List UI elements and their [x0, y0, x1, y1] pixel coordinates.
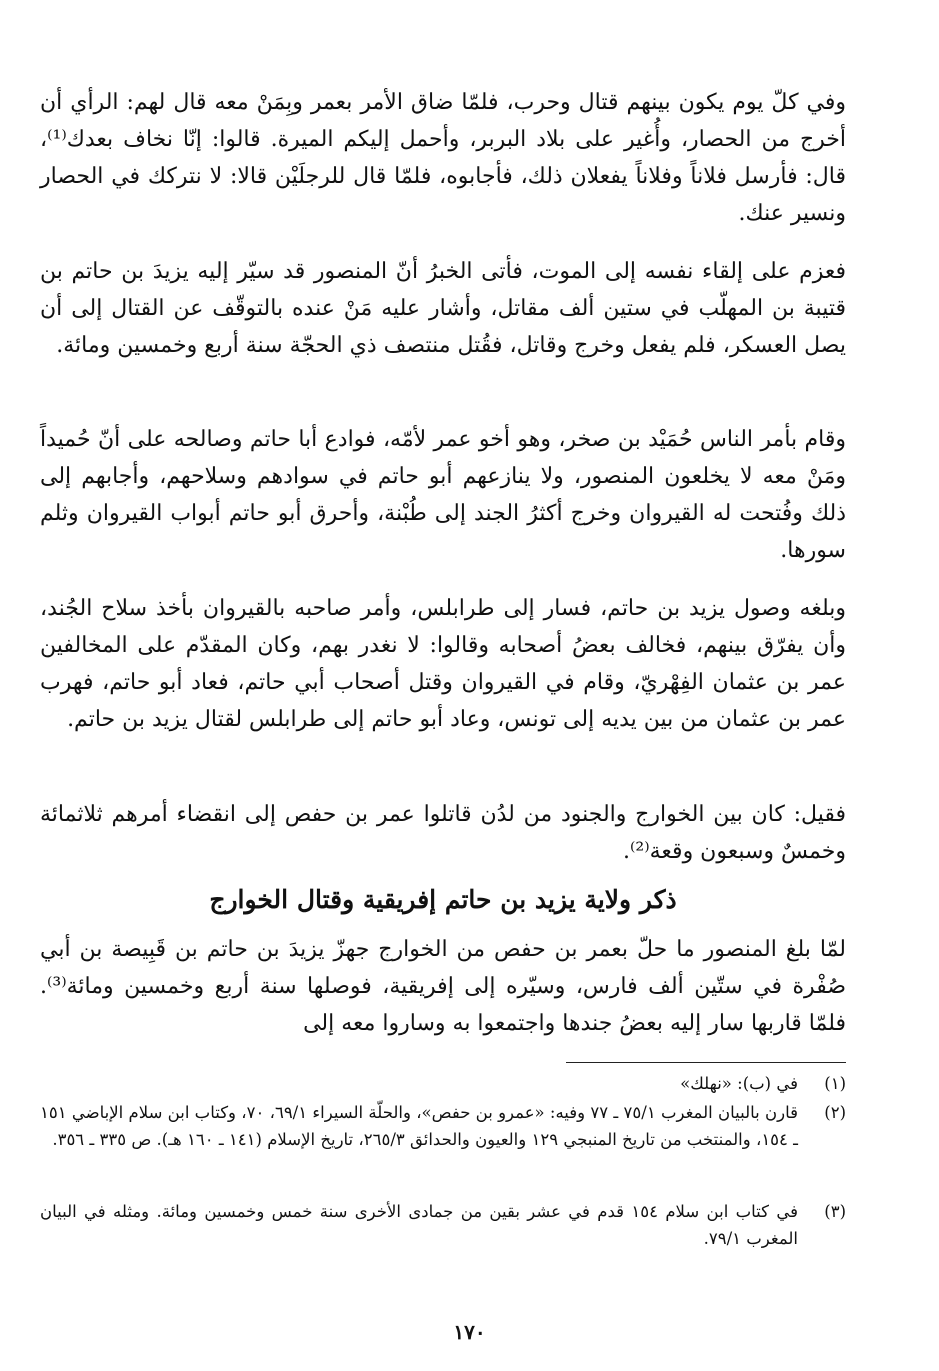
footnote-number: (٣) — [824, 1202, 846, 1221]
footnote — [40, 1198, 846, 1252]
footnote-text: قارن بالبيان المغرب ٧٥/١ ـ ٧٧ وفيه: «عمرو بن حفص»، والحلّة السيراء ٦٩/١، ٧٠، وكتاب ابن سلام الإباضي ١٥١ ـ ١٥٤، والمنتخب من تاريخ المنبجي ١٢٩ والعيون والحدائق ٢٦٥/٣، تاريخ الإسلام (١٤١ ـ ١٦٠ هـ). ص ٣٣٥ ـ ٣٥٦. — [40, 1103, 798, 1149]
footnote — [40, 1099, 846, 1153]
footnote-number: (١) — [824, 1074, 846, 1093]
footnote-text: في (ب): «نهلك» — [680, 1074, 798, 1093]
body-paragraph: فقيل: كان بين الخوارج والجنود من لدُن قاتلوا عمر بن حفص إلى انقضاء أمرهم ثلاثمائة وخمسٌ وسبعون وقعة⁽²⁾. — [40, 802, 846, 864]
footnote-text: في كتاب ابن سلام ١٥٤ قدم في عشر بقين من جمادى الأخرى سنة خمس وخمسين ومائة. ومثله في البيان المغرب ٧٩/١. — [40, 1202, 799, 1248]
body-paragraph: وبلغه وصول يزيد بن حاتم، فسار إلى طرابلس، وأمر صاحبه بالقيروان بأخذ سلاح الجُند، وأن يفرّق بينهم، فخالف بعضُ أصحابه وقالوا: لا نغدر بهم، وكان المقدّم على المخالفين عمر بن عثمان الفِهْريّ، وقام في القيروان وقتل أصحاب أبي حاتم، فعاد أبو حاتم، فهرب عمر بن عثمان من بين يديه إلى تونس، وعاد أبو حاتم إلى طرابلس لقتال يزيد بن حاتم. — [40, 596, 846, 732]
footnote-divider — [566, 1062, 846, 1063]
body-paragraph: فعزم على إلقاء نفسه إلى الموت، فأتى الخبرُ أنّ المنصور قد سيّر إليه يزيدَ بن حاتم بن قتيبة بن المهلّب في ستين ألف مقاتل، وأشار عليه مَنْ عنده بالتوقّف عن القتال إلى أن يصل العسكر، فلم يفعل وخرج وقاتل، فقُتل منتصف ذي الحجّة سنة أربع وخمسين ومائة. — [40, 259, 846, 358]
page-number: ١٧٠ — [453, 1320, 486, 1344]
section-heading: ذكر ولاية يزيد بن حاتم إفريقية وقتال الخوارج — [209, 885, 677, 914]
body-paragraph: وقام بأمر الناس حُمَيْد بن صخر، وهو أخو عمر لأمّه، فوادع أبا حاتم وصالحه على أنّ حُميداً ومَنْ معه لا يخلعون المنصور، ولا ينازعهم أبو حاتم في سوادهم وسلاحهم، وأجابهم إلى ذلك وفُتحت له القيروان وخرج أكثرُ الجند إلى طُبْنة، وأحرق أبو حاتم أبواب القيروان وثلم سورها. — [40, 427, 846, 563]
footnote-number: (٢) — [824, 1103, 846, 1122]
footnote — [40, 1070, 846, 1097]
section-paragraph: لمّا بلغ المنصور ما حلّ بعمر بن حفص من الخوارج جهزّ يزيدَ بن حاتم بن قَبِيصة بن أبي صُفْرة في ستّين ألف فارس، وسيّره إلى إفريقية، فوصلها سنة أربع وخمسين ومائة⁽³⁾. فلمّا قاربها سار إليه بعضُ جندها واجتمعوا به وساروا معه إلى — [40, 937, 846, 1036]
body-paragraph: وفي كلّ يوم يكون بينهم قتال وحرب، فلمّا ضاق الأمر بعمر وبِمَنْ معه قال لهم: الرأي أن أخرج من الحصار، وأُغير على بلاد البربر، وأحمل إليكم الميرة. قالوا: إنّا نخاف بعدك⁽¹⁾، قال: فأرسل فلاناً وفلاناً يفعلان ذلك، فأجابوه، فلمّا قال للرجلَيْن قالا: لا نتركك في الحصار ونسير عنك. — [40, 90, 846, 226]
